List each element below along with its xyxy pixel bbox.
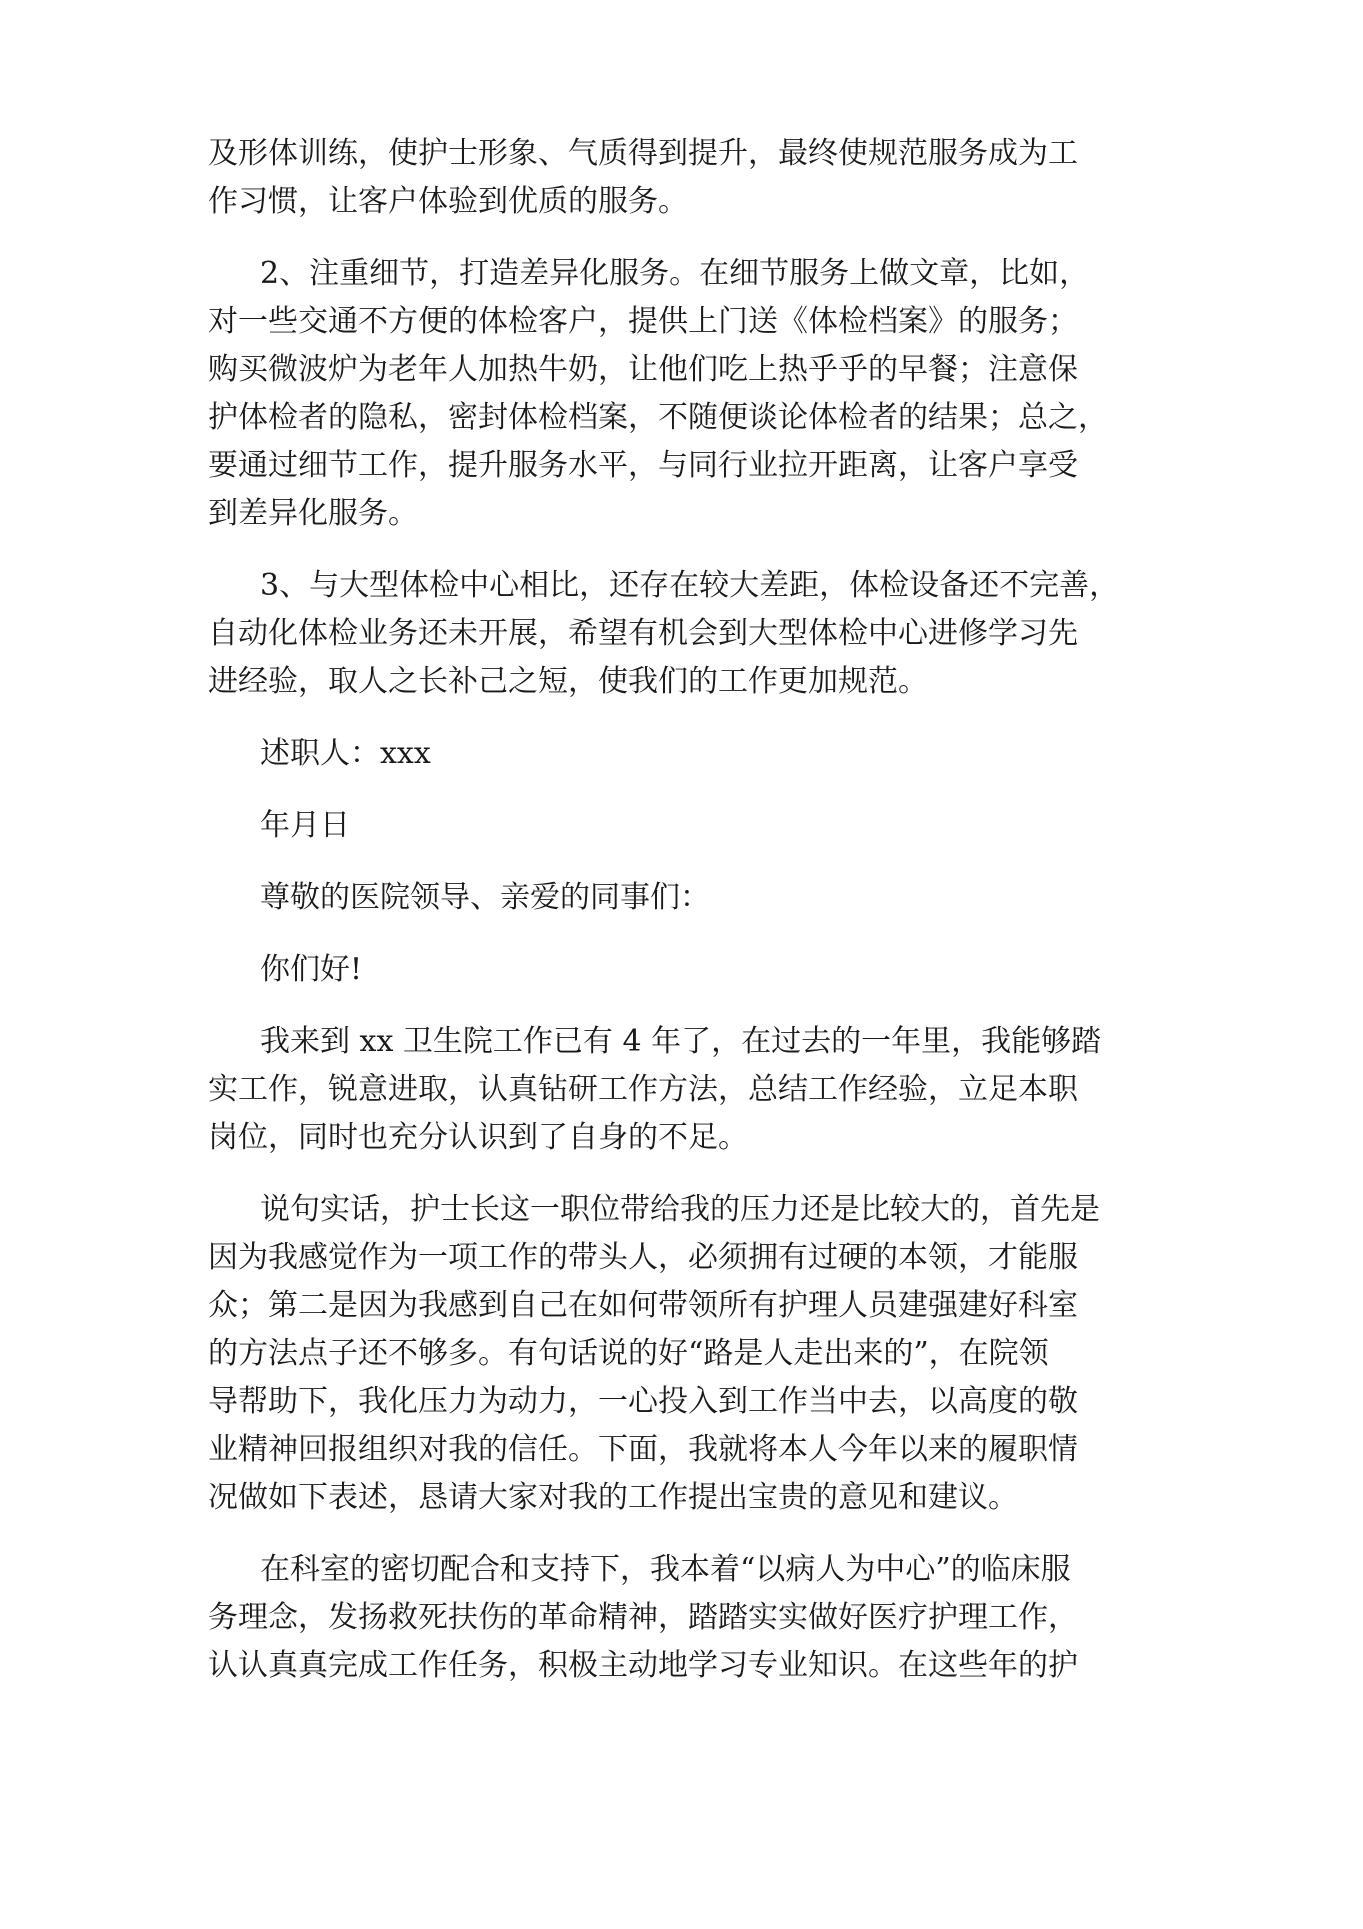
document-body bbox=[208, 130, 1168, 1714]
paragraph-continuation: 及形体训练，使护士形象、气质得到提升，最终使规范服务成为工 作习惯，让客户体验到优质的服务。 bbox=[208, 136, 1078, 219]
paragraph-item-3: 3、与大型体检中心相比，还存在较大差距，体检设备还不完善， 自动化体检业务还未开展，希望有机会到大型体检中心进修学习先 进经验，取人之长补己之短，使我们的工作更加规范。 bbox=[208, 568, 1120, 699]
date-line: 年月日 bbox=[260, 808, 350, 843]
paragraph-pressure: 说句实话，护士长这一职位带给我的压力还是比较大的，首先是 因为我感觉作为一项工作的带头人，必须拥有过硬的本领，才能服 众；第二是因为我感到自己在如何带领所有护理人员建强建好科室 的方法点子还不够多。有句话说的好“路是人走出来的”，在院领 导帮助下，我化压力为动力，一心投入到工作当中去，以高度的敬 业精神回报组织对我的信任。下面，我就将本人今年以来的履职情 况做如下表述，恳请大家对我的工作提出宝贵的意见和建议。 bbox=[208, 1192, 1100, 1515]
paragraph-work: 在科室的密切配合和支持下，我本着“以病人为中心”的临床服 务理念，发扬救死扶伤的革命精神，踏踏实实做好医疗护理工作， 认认真真完成工作任务，积极主动地学习专业知识。在这些年的护 bbox=[208, 1552, 1078, 1683]
paragraph-intro: 我来到 xx 卫生院工作已有 4 年了，在过去的一年里，我能够踏 实工作，锐意进取，认真钻研工作方法，总结工作经验，立足本职 岗位，同时也充分认识到了自身的不足。 bbox=[208, 1024, 1102, 1155]
greeting-line: 你们好! bbox=[260, 952, 363, 987]
signature-line: 述职人：xxx bbox=[260, 736, 431, 771]
salutation-line: 尊敬的医院领导、亲爱的同事们： bbox=[260, 880, 710, 915]
paragraph-item-2: 2、注重细节，打造差异化服务。在细节服务上做文章，比如， 对一些交通不方便的体检客户，提供上门送《体检档案》的服务； 购买微波炉为老年人加热牛奶，让他们吃上热乎乎的早餐；注意保 护体检者的隐私，密封体检档案，不随便谈论体检者的结果；总之， 要通过细节工作，提升服务水平，与同行业拉开距离，让客户享受 到差异化服务。 bbox=[208, 256, 1108, 531]
